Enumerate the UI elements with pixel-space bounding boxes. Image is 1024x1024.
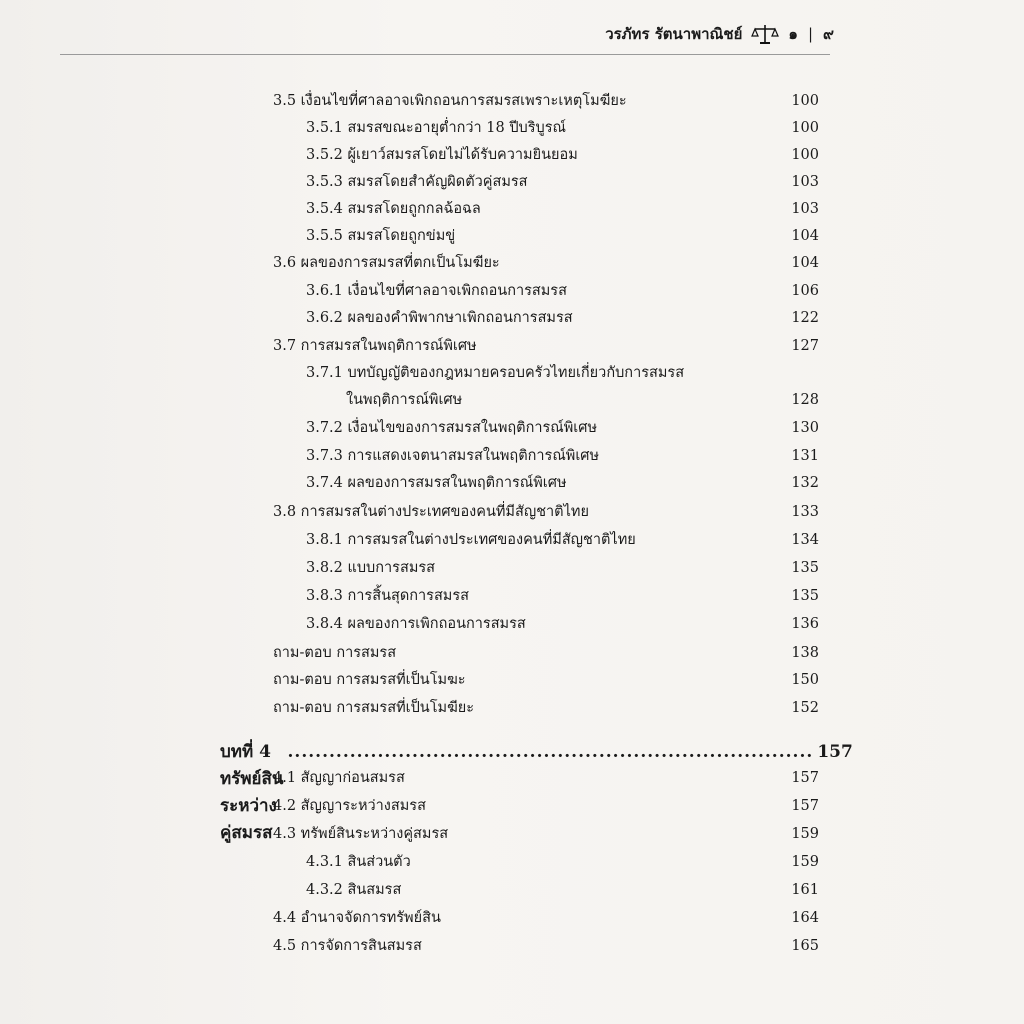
toc-entry-page: 122 (791, 310, 819, 326)
toc-entry-label: 3.5.1 สมรสขณะอายุต่ำกว่า 18 ปีบริบูรณ์ (306, 120, 566, 136)
toc-entry-page: 104 (791, 255, 819, 271)
toc-entry-label: 3.6 ผลของการสมรสที่ตกเป็นโมฆียะ (273, 255, 500, 271)
toc-entry-label: ถาม-ตอบ การสมรสที่เป็นโมฆียะ (273, 700, 475, 716)
toc-entry-label: 3.8.1 การสมรสในต่างประเทศของคนที่มีสัญชาติไทย (306, 532, 636, 548)
toc-entry-label: 3.5.3 สมรสโดยสำคัญผิดตัวคู่สมรส (306, 174, 528, 190)
toc-entry-label: 3.7.2 เงื่อนไขของการสมรสในพฤติการณ์พิเศษ (306, 420, 598, 436)
toc-entry-label: 4.3 ทรัพย์สินระหว่างคู่สมรส (273, 826, 449, 842)
toc-entry-label: ถาม-ตอบ การสมรส (273, 645, 397, 661)
toc-entry-label: 3.5.2 ผู้เยาว์สมรสโดยไม่ได้รับความยินยอม (306, 147, 578, 163)
toc-entry-label: 4.4 อำนาจจัดการทรัพย์สิน (273, 910, 441, 926)
toc-entry-label: 4.5 การจัดการสินสมรส (273, 938, 422, 954)
toc-entry-page: 103 (791, 201, 819, 217)
toc-entry-page: 128 (791, 392, 819, 408)
header-author: วรภัทร รัตนาพาณิชย์ (605, 25, 743, 43)
toc-entry-page: 161 (791, 882, 819, 898)
toc-entry-label: 3.6.1 เงื่อนไขที่ศาลอาจเพิกถอนการสมรส (306, 283, 567, 299)
toc-entry-page: 131 (791, 448, 819, 464)
header-separator: | (807, 25, 813, 43)
toc-entry-page: 100 (791, 120, 819, 136)
chapter-page: 157 (817, 742, 853, 762)
toc-entry-label: 3.8 การสมรสในต่างประเทศของคนที่มีสัญชาติไทย (273, 504, 589, 520)
toc-entry-label: 3.5 เงื่อนไขที่ศาลอาจเพิกถอนการสมรสเพราะเหตุโมฆียะ (273, 93, 627, 109)
toc-entry-page: 136 (791, 616, 819, 632)
chapter-leader-dots: ............................................................................ (287, 742, 814, 762)
toc-entry-label: 3.8.4 ผลของการเพิกถอนการสมรส (306, 616, 526, 632)
toc-entry-label: 3.7.1 บทบัญญัติของกฎหมายครอบครัวไทยเกี่ยวกับการสมรส (306, 365, 685, 381)
toc-entry-label: 3.7 การสมรสในพฤติการณ์พิเศษ (273, 338, 477, 354)
toc-entry-page: 138 (791, 645, 819, 661)
toc-entry-page: 132 (791, 475, 819, 491)
toc-entry-label: 3.5.5 สมรสโดยถูกข่มขู่ (306, 228, 456, 244)
header-page-number: ๙ (823, 25, 834, 43)
chapter-title: บทที่ 4 ทรัพย์สินระหว่างคู่สมรส (220, 742, 284, 843)
toc-entry-page: 130 (791, 420, 819, 436)
toc-entry-page: 100 (791, 93, 819, 109)
toc-entry-page: 165 (791, 938, 819, 954)
toc-entry-page: 157 (791, 770, 819, 786)
toc-entry-page: 164 (791, 910, 819, 926)
toc-entry-page: 100 (791, 147, 819, 163)
toc-entry-page: 103 (791, 174, 819, 190)
toc-entry-label: 3.7.3 การแสดงเจตนาสมรสในพฤติการณ์พิเศษ (306, 448, 600, 464)
toc-entry-label: 4.1 สัญญาก่อนสมรส (273, 770, 405, 786)
toc-entry-label: 3.5.4 สมรสโดยถูกกลฉ้อฉล (306, 201, 481, 217)
toc-entry-label: 3.7.4 ผลของการสมรสในพฤติการณ์พิเศษ (306, 475, 567, 491)
toc-entry-page: 133 (791, 504, 819, 520)
toc-entry-label: 3.8.2 แบบการสมรส (306, 560, 436, 576)
scales-of-justice-icon (752, 23, 778, 45)
toc-entry-label: 4.3.2 สินสมรส (306, 882, 402, 898)
toc-entry-page: 159 (791, 854, 819, 870)
header-page-left: ๑ (788, 25, 798, 43)
toc-entry-label: ถาม-ตอบ การสมรสที่เป็นโมฆะ (273, 672, 466, 688)
toc-entry-label: 4.2 สัญญาระหว่างสมรส (273, 798, 426, 814)
toc-entry-page: 135 (791, 588, 819, 604)
toc-entry-page: 159 (791, 826, 819, 842)
page-header (605, 16, 834, 52)
toc-entry-page: 157 (791, 798, 819, 814)
header-rule (60, 54, 830, 55)
toc-entry-page: 152 (791, 700, 819, 716)
toc-entry-label: 4.3.1 สินส่วนตัว (306, 854, 411, 870)
toc-entry-page: 104 (791, 228, 819, 244)
toc-entry-label: 3.6.2 ผลของคำพิพากษาเพิกถอนการสมรส (306, 310, 573, 326)
toc-entry-page: 106 (791, 283, 819, 299)
toc-entry-label: 3.8.3 การสิ้นสุดการสมรส (306, 588, 469, 604)
toc-entry-page: 134 (791, 532, 819, 548)
toc-entry-page: 127 (791, 338, 819, 354)
toc-entry-page: 150 (791, 672, 819, 688)
toc-entry-page: 135 (791, 560, 819, 576)
toc-entry-label: ในพฤติการณ์พิเศษ (346, 392, 463, 408)
